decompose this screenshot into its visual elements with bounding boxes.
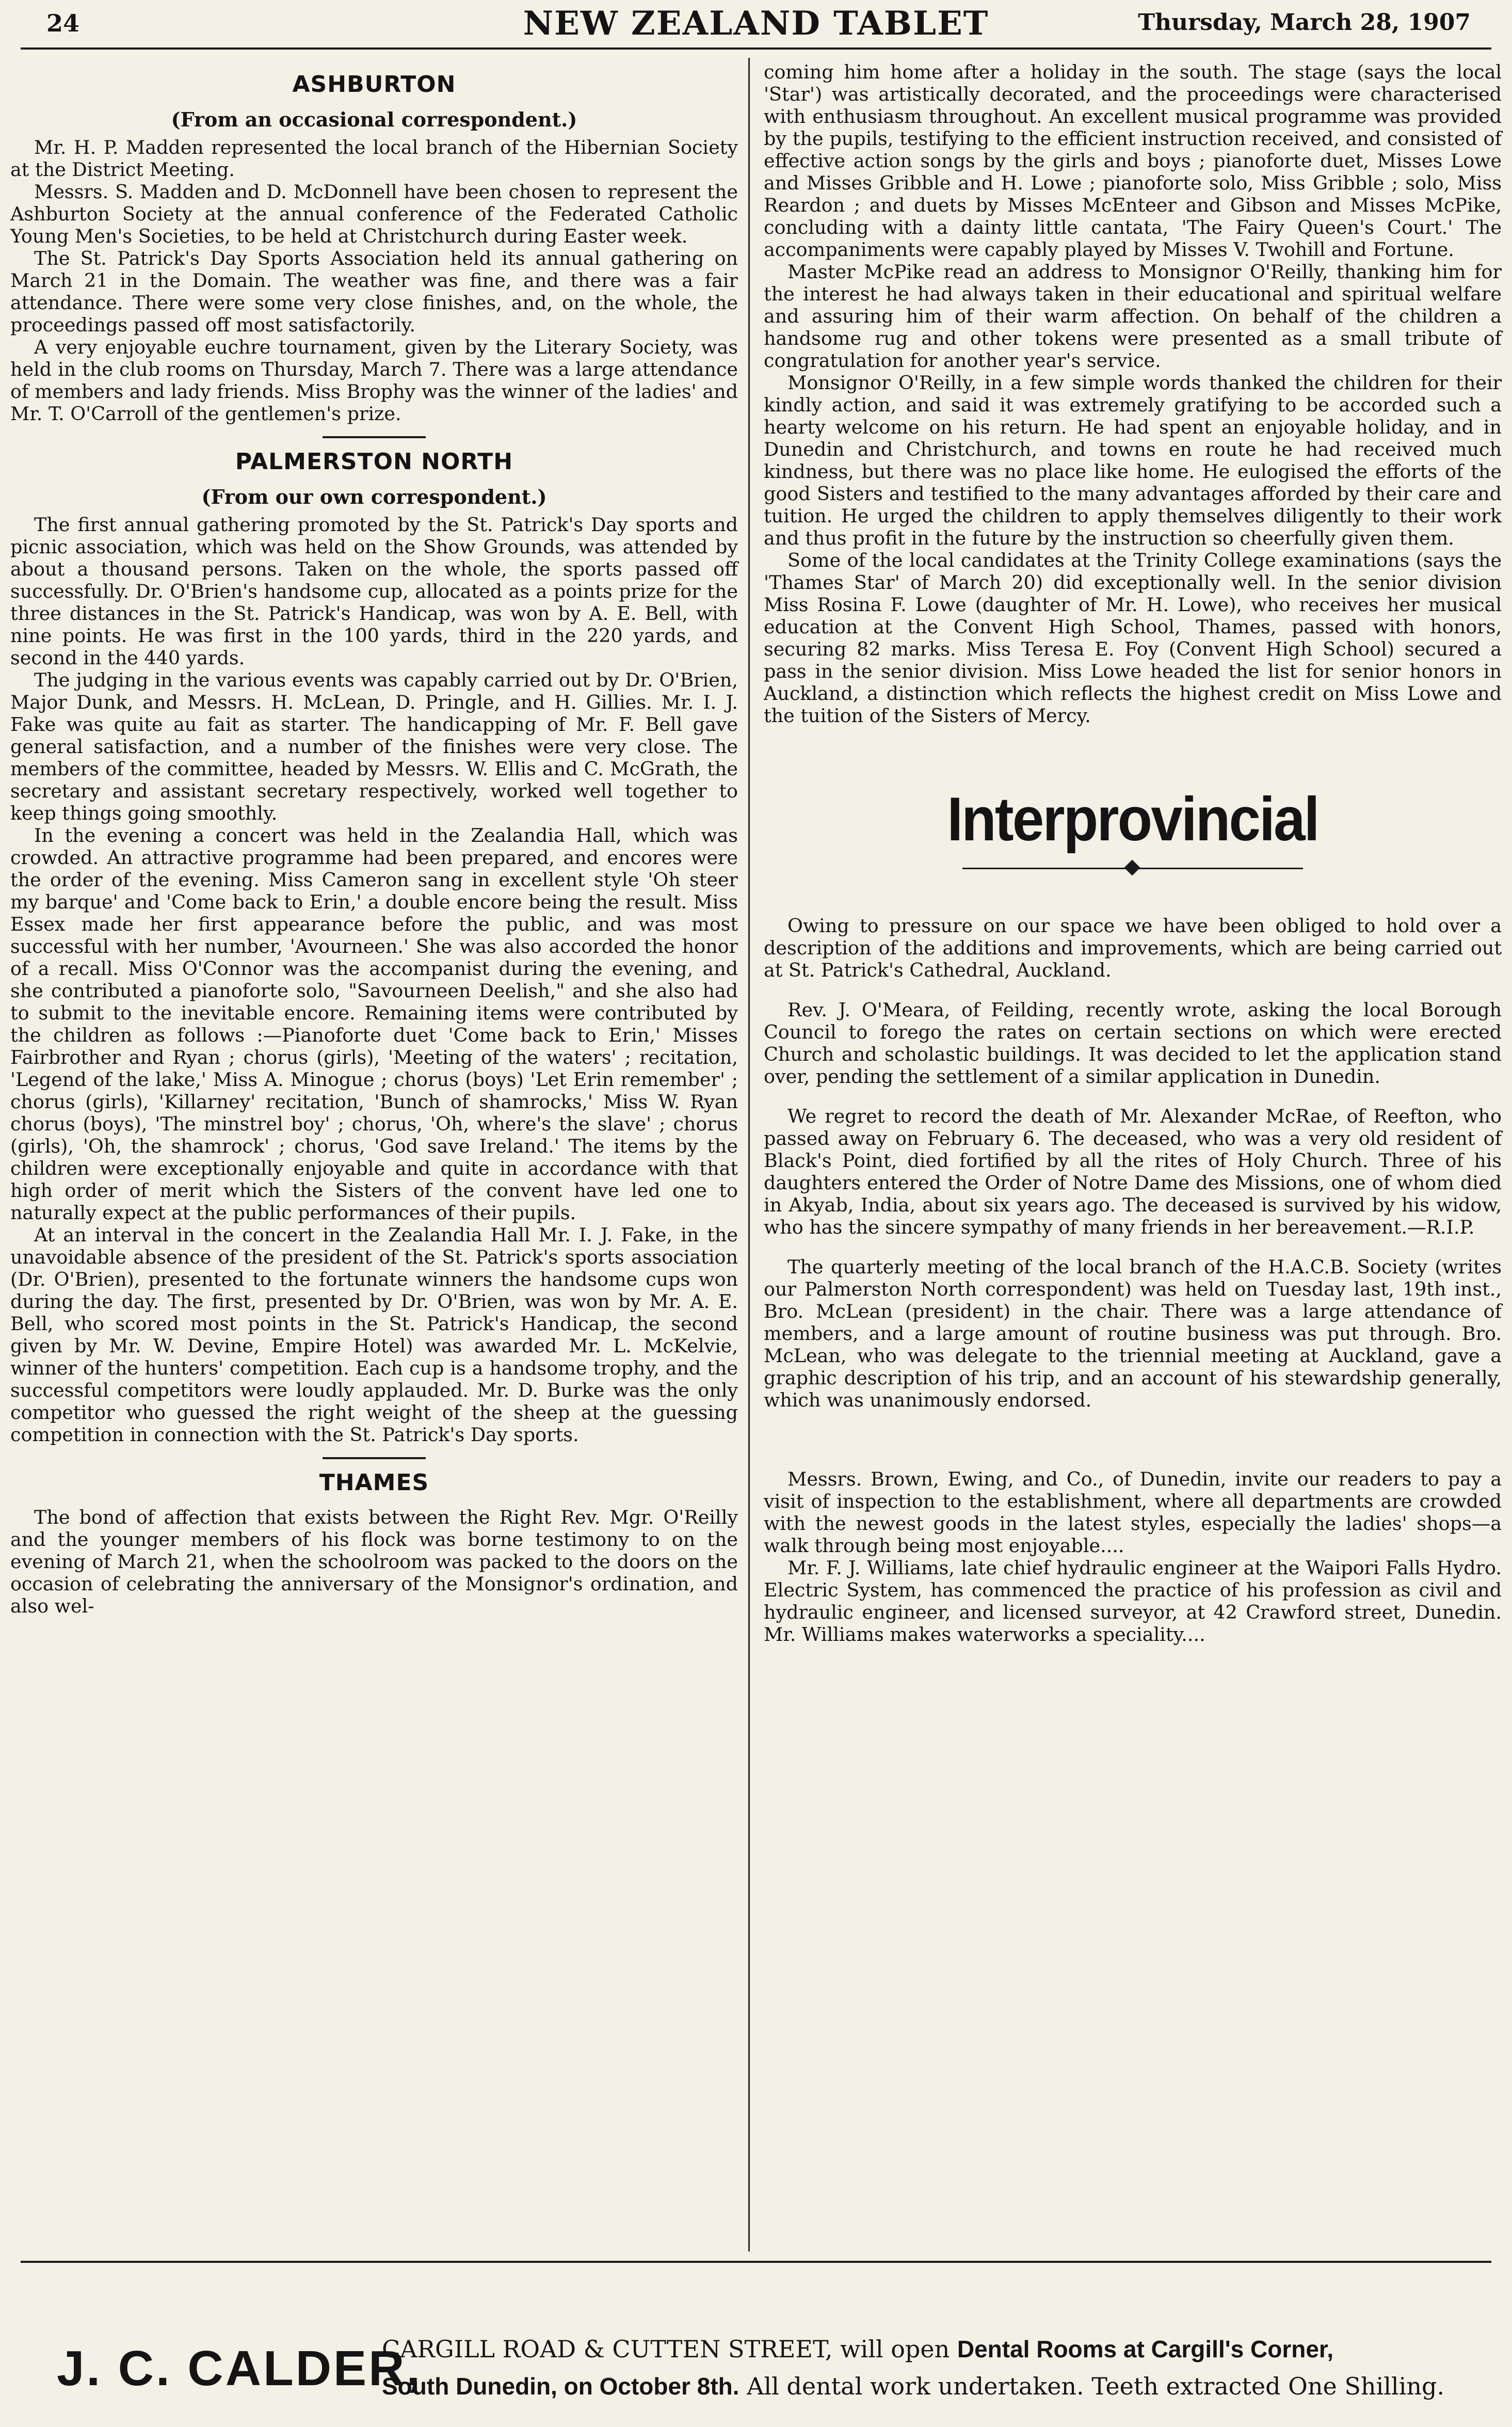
article-paragraph: The first annual gathering promoted by the St. Patrick's Day sports and picnic association, which was held on the Show Grounds, was attended by about a thousand persons. Taken on the whole, the sports passed off successfully. Dr. O'Brien's handsome cup, allocated as a points prize for the three distances in the St. Patrick's Handicap, was won by A. E. Bell, with nine points. He was first in the 100 yards, third in the 220 yards, and second in the 440 yards.: [10, 514, 738, 669]
article-paragraph: Master McPike read an address to Monsignor O'Reilly, thanking him for the interest he had always taken in their educational and spiritual welfare and assuring him of their warm affection. On behalf of the children a handsome rug and other tokens were presented as a small tribute of congratulation for another year's service.: [764, 261, 1502, 372]
interprovincial-heading: Interprovincial: [947, 785, 1318, 854]
thames-article: [10, 1470, 738, 1617]
article-paragraph: The judging in the various events was capably carried out by Dr. O'Brien, Major Dunk, and Messrs. H. McLean, D. Pringle, and H. Gillies. Mr. I. J. Fake was quite au fait as starter. The handicapping of Mr. F. Bell gave general satisfaction, and a number of the finishes were very close. The members of the committee, headed by Messrs. W. Ellis and C. McGrath, the secretary and assistant secretary respectively, worked well together to keep things going smoothly.: [10, 669, 738, 824]
thames-heading: THAMES: [319, 1470, 429, 1496]
diamond-icon: [1124, 859, 1140, 875]
article-paragraph: Rev. J. O'Meara, of Feilding, recently wrote, asking the local Borough Council to forego the rates on certain sections on which were erected Church and scholastic buildings. It was decided to let the application stand over, pending the settlement of a similar application in Dunedin.: [764, 999, 1502, 1088]
palmerston-article: [10, 449, 738, 1459]
ad-line-1: CARGILL ROAD & CUTTEN STREET, will open Dental Rooms at Cargill's Corner,: [382, 2335, 1334, 2363]
right-column: [764, 61, 1502, 2249]
palmerston-byline: (From our own correspondent.): [201, 485, 547, 508]
thames-continued: [764, 61, 1502, 727]
newspaper-title: NEW ZEALAND TABLET: [523, 4, 989, 43]
article-paragraph: The bond of affection that exists between the Right Rev. Mgr. O'Reilly and the younger members of his flock was borne testimony to on the evening of March 21, when the schoolroom was packed to the doors on the occasion of celebrating the anniversary of the Monsignor's ordination, and also wel-: [10, 1506, 738, 1617]
article-paragraph: We regret to record the death of Mr. Alexander McRae, of Reefton, who passed away on February 6. The deceased, who was a very old resident of Black's Point, died fortified by all the rites of Holy Church. Three of his daughters entered the Order of Notre Dame des Missions, one of whom died in Akyab, India, about six years ago. The deceased is survived by his widow, who has the sincere sympathy of many friends in her bereavement.—R.I.P.: [764, 1105, 1502, 1238]
article-paragraph: Mr. H. P. Madden represented the local branch of the Hibernian Society at the District Meeting.: [10, 136, 738, 181]
article-paragraph: In the evening a concert was held in the Zealandia Hall, which was crowded. An attractive programme had been prepared, and encores were the order of the evening. Miss Cameron sang in excellent style 'Oh steer my barque' and 'Come back to Erin,' a double encore being the result. Miss Essex made her first appearance before the public, and was most successful with her number, 'Avourneen.' She was also accorded the honor of a recall. Miss O'Connor was the accompanist during the evening, and she contributed a pianoforte solo, "Savourneen Deelish," and she also had to submit to the inevitable encore. Remaining items were contributed by the children as follows :—Pianoforte duet 'Come back to Erin,' Misses Fairbrother and Ryan ; chorus (girls), 'Meeting of the waters' ; recitation, 'Legend of the lake,' Miss A. Minogue ; chorus (boys) 'Let Erin remember' ; chorus (girls), 'Killarney' recitation, 'Bunch of shamrocks,' Miss W. Ryan chorus (boys), 'The minstrel boy' ; chorus, 'Oh, where's the slave' ; chorus (girls), 'Oh, the shamrock' ; chorus, 'God save Ireland.' The items by the children were exceptionally enjoyable and quite in accordance with that high order of merit which the Sisters of the convent have led one to naturally expect at the public performances of their pupils.: [10, 824, 738, 1224]
interprovincial-section: [764, 784, 1502, 1646]
article-paragraph: Owing to pressure on our space we have been obliged to hold over a description of the additions and improvements, which are being carried out at St. Patrick's Cathedral, Auckland.: [764, 915, 1502, 981]
article-paragraph: The quarterly meeting of the local branch of the H.A.C.B. Society (writes our Palmerston North correspondent) was held on Tuesday last, 19th inst., Bro. McLean (president) in the chair. There was a large attendance of members, and a large amount of routine business was put through. Bro. McLean, who was delegate to the triennial meeting at Auckland, gave a graphic description of his trip, and an account of his stewardship generally, which was unanimously endorsed.: [764, 1256, 1502, 1411]
issue-date: Thursday, March 28, 1907: [1138, 9, 1471, 36]
advertiser-name: J. C. CALDER,: [57, 2341, 423, 2396]
article-paragraph: Some of the local candidates at the Trinity College examinations (says the 'Thames Star' of March 20) did exceptionally well. In the senior division Miss Rosina F. Lowe (daughter of Mr. H. Lowe), who receives her musical education at the Convent High School, Thames, passed with honors, securing 82 marks. Miss Teresa E. Foy (Convent High School) secured a pass in the senior division. Miss Lowe headed the list for senior honors in Auckland, a distinction which reflects the highest credit on Miss Lowe and the tuition of the Sisters of Mercy.: [764, 549, 1502, 727]
page-header: [21, 3, 1491, 50]
advertisement: [21, 2261, 1491, 2418]
article-paragraph: coming him home after a holiday in the south. The stage (says the local 'Star') was artistically decorated, and the proceedings were characterised with enthusiasm throughout. An excellent musical programme was provided by the pupils, testifying to the efficient instruction received, and consisted of effective action songs by the girls and boys ; pianoforte duet, Misses Lowe and Misses Gribble and H. Lowe ; pianoforte solo, Miss Gribble ; solo, Miss Reardon ; and duets by Misses McEnteer and Gibson and Misses McPike, concluding with a dainty little cantata, 'The Fairy Queen's Court.' The accompaniments were capably played by Misses V. Twohill and Fortune.: [764, 61, 1502, 261]
article-paragraph: Messrs. Brown, Ewing, and Co., of Dunedin, invite our readers to pay a visit of inspection to the establishment, where all departments are crowded with the newest goods in the latest styles, especially the ladies' shops—a walk through being most enjoyable....: [764, 1468, 1502, 1557]
page-number: 24: [46, 9, 80, 37]
ashburton-article: [10, 71, 738, 438]
section-rule: [323, 1457, 426, 1459]
article-paragraph: Monsignor O'Reilly, in a few simple words thanked the children for their kindly action, and said it was extremely gratifying to be accorded such a hearty welcome on his return. He had spent an enjoyable holiday, and in Dunedin and Christchurch, and towns en route he had received much kindness, but there was no place like home. He eulogised the efforts of the good Sisters and testified to the many advantages afforded by their care and tuition. He urged the children to apply themselves diligently to their work and thus profit in the future by the instruction so cheerfully given them.: [764, 372, 1502, 549]
article-paragraph: Mr. F. J. Williams, late chief hydraulic engineer at the Waipori Falls Hydro. Electric System, has commenced the practice of his profession as civil and hydraulic engineer, and licensed surveyor, at 42 Crawford street, Dunedin. Mr. Williams makes waterworks a speciality....: [764, 1557, 1502, 1646]
ornamental-rule: [962, 858, 1303, 879]
ad-line-2: South Dunedin, on October 8th. All dental work undertaken. Teeth extracted One Shilling.: [382, 2372, 1445, 2400]
section-rule: [323, 436, 426, 438]
article-paragraph: At an interval in the concert in the Zealandia Hall Mr. I. J. Fake, in the unavoidable absence of the president of the St. Patrick's sports association (Dr. O'Brien), presented to the fortunate winners the handsome cups won during the day. The first, presented by Dr. O'Brien, was won by Mr. A. E. Bell, who scored most points in the St. Patrick's Handicap, the second given by Mr. W. Devine, Empire Hotel) was awarded Mr. L. McKelvie, winner of the hunters' competition. Each cup is a handsome trophy, and the successful competitors were loudly applauded. Mr. D. Burke was the only competitor who guessed the right weight of the sheep at the guessing competition in connection with the St. Patrick's Day sports.: [10, 1224, 738, 1446]
palmerston-heading: PALMERSTON NORTH: [235, 449, 513, 475]
left-column: [10, 61, 738, 2249]
ashburton-heading: ASHBURTON: [292, 71, 456, 98]
column-divider: [748, 58, 750, 2252]
article-paragraph: A very enjoyable euchre tournament, given by the Literary Society, was held in the club rooms on Thursday, March 7. There was a large attendance of members and lady friends. Miss Brophy was the winner of the ladies' and Mr. T. O'Carroll of the gentlemen's prize.: [10, 336, 738, 425]
ashburton-byline: (From an occasional correspondent.): [171, 108, 577, 131]
article-paragraph: Messrs. S. Madden and D. McDonnell have been chosen to represent the Ashburton Society at the annual conference of the Federated Catholic Young Men's Societies, to be held at Christchurch during Easter week.: [10, 181, 738, 247]
article-paragraph: The St. Patrick's Day Sports Association held its annual gathering on March 21 in the Domain. The weather was fine, and there was a fair attendance. There were some very close finishes, and, on the whole, the proceedings passed off most satisfactorily.: [10, 247, 738, 336]
